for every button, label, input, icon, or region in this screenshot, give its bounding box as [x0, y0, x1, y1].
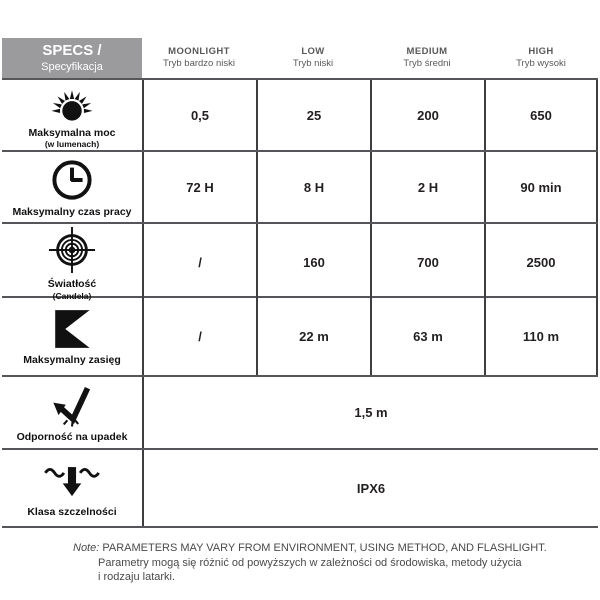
specs-title: SPECS /: [42, 41, 102, 59]
spec-value: /: [142, 224, 256, 301]
column-header-low: [256, 38, 370, 78]
beam-distance-icon: [51, 308, 93, 350]
spec-value: 650: [484, 80, 598, 150]
table-header-row: [2, 38, 598, 78]
impact-resistance-icon: [45, 383, 99, 427]
row-label-cell: [2, 377, 142, 448]
spec-value: 200: [370, 80, 484, 150]
spec-value: /: [142, 298, 256, 375]
column-header-moonlight: [142, 38, 256, 78]
spec-table: [2, 38, 598, 528]
spec-value: 25: [256, 80, 370, 150]
specs-header-box: [2, 38, 142, 78]
column-header-pl: Tryb średni: [403, 58, 451, 69]
spec-value: 72 H: [142, 152, 256, 222]
row-label: Maksymalny czas pracy: [12, 205, 132, 218]
row-sublabel: (w lumenach): [44, 139, 100, 150]
note-line-1: [73, 541, 573, 556]
spec-value: 8 H: [256, 152, 370, 222]
specs-subtitle: Specyfikacja: [41, 60, 103, 73]
row-label: Maksymalny zasięg: [23, 354, 121, 367]
column-header-medium: [370, 38, 484, 78]
row-label-cell: [2, 450, 142, 526]
spec-value: IPX6: [142, 450, 598, 526]
table-row-max-power: [2, 78, 598, 150]
spec-value: 90 min: [484, 152, 598, 222]
column-header-en: MOONLIGHT: [168, 45, 230, 57]
row-label: Odporność na upadek: [16, 431, 128, 444]
water-resistance-icon: [43, 460, 101, 502]
spec-value: 160: [256, 224, 370, 301]
table-row-impact-resistance: [2, 375, 598, 448]
spec-value: 110 m: [484, 298, 598, 375]
row-label-cell: [2, 298, 142, 375]
spec-value: 0,5: [142, 80, 256, 150]
candela-icon: [48, 226, 96, 274]
table-row-beam-distance: [2, 296, 598, 375]
note-prefix: Note:: [73, 542, 100, 554]
note-line-2: Parametry mogą się różnić od powyższych w zależności od środowiska, metody użycia: [98, 556, 522, 569]
column-header-pl: Tryb wysoki: [516, 58, 566, 69]
note-text-en: PARAMETERS MAY VARY FROM ENVIRONMENT, USING METHOD, AND FLASHLIGHT.: [102, 542, 547, 554]
spec-value: 700: [370, 224, 484, 301]
row-label-cell: [2, 224, 142, 301]
table-row-water-resistance: [2, 448, 598, 528]
note-line-3: i rodzaju latarki.: [98, 571, 176, 583]
sun-icon: [41, 83, 103, 123]
row-label: Klasa szczelności: [27, 505, 117, 518]
clock-icon: [50, 158, 94, 202]
table-row-candela: [2, 222, 598, 301]
column-header-high: [484, 38, 598, 78]
spec-value: 2 H: [370, 152, 484, 222]
row-sublabel: (Candela): [52, 290, 92, 301]
spec-value: 1,5 m: [142, 377, 598, 448]
column-header-en: MEDIUM: [406, 45, 448, 57]
spec-value: 22 m: [256, 298, 370, 375]
column-header-pl: Tryb bardzo niski: [163, 58, 235, 69]
spec-value: 2500: [484, 224, 598, 301]
row-label: Światłość: [47, 278, 97, 290]
row-label: Maksymalna moc: [28, 126, 116, 139]
column-header-en: HIGH: [528, 45, 554, 57]
row-label-cell: [2, 80, 142, 150]
footer-note: [73, 541, 573, 585]
table-row-runtime: [2, 150, 598, 222]
row-label-cell: [2, 152, 142, 222]
column-header-en: LOW: [301, 45, 325, 57]
spec-value: 63 m: [370, 298, 484, 375]
column-header-pl: Tryb niski: [292, 58, 334, 69]
